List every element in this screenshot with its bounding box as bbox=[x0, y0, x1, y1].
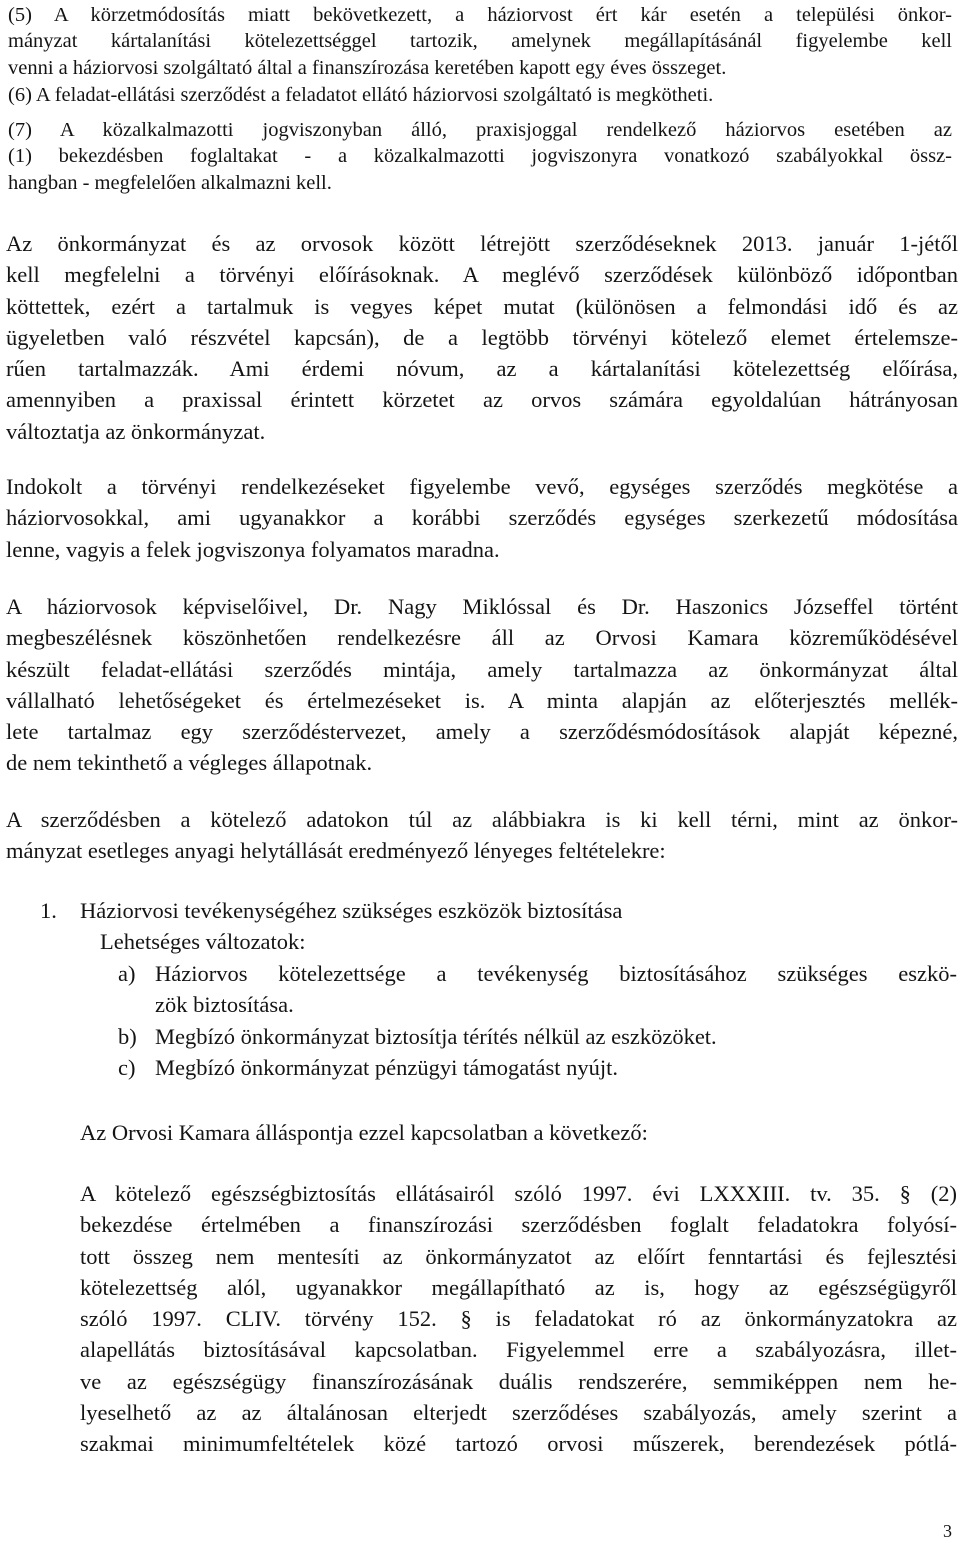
text-line: (7) A közalkalmazotti jogviszonyban álló, praxisjoggal rendelkező háziorvos esetében az bbox=[8, 119, 952, 141]
list-item-title: Háziorvosi tevékenységéhez szükséges eszközök biztosítása bbox=[80, 898, 623, 923]
option-text-b: Megbízó önkormányzat biztosítja térítés nélkül az eszközöket. bbox=[155, 1024, 717, 1049]
text-line: A szerződésben a kötelező adatokon túl az alábbiakra is ki kell térni, mint az önkor- bbox=[6, 807, 958, 832]
text-line: készült feladat-ellátási szerződés mintája, amely tartalmazza az önkormányzat által bbox=[6, 656, 958, 682]
quote-paragraph-5 bbox=[8, 2, 952, 81]
text-line: megbeszélésnek köszönhetően rendelkezésre áll az Orvosi Kamara közreműködésével bbox=[6, 625, 958, 651]
text-line: Az önkormányzat és az orvosok között létrejött szerződéseknek 2013. január 1-jétől bbox=[6, 231, 958, 256]
text-line: hangban - megfelelően alkalmazni kell. bbox=[8, 171, 332, 194]
text-line: lete tartalmaz egy szerződéstervezet, amely a szerződésmódosítások alapját képezné, bbox=[6, 719, 958, 745]
option-label-b: b) bbox=[118, 1024, 137, 1049]
text-line: szakmai minimumfeltételek közé tartozó orvosi műszerek, berendezések pótlá- bbox=[80, 1431, 957, 1457]
text-line: mányzat kártalanítási kötelezettséggel tartozik, amelynek megállapításánál figyelembe kell bbox=[8, 30, 952, 53]
text-line: kell megfelelni a törvényi előírásoknak. A meglévő szerződések különböző időpontban bbox=[6, 262, 958, 288]
options-heading: Lehetséges változatok: bbox=[100, 929, 306, 954]
text-line: tott összeg nem mentesíti az önkormányzatot az előírt fenntartási és fejlesztési bbox=[80, 1243, 957, 1269]
text-line: mányzat esetleges anyagi helytállását eredményező lényeges feltételekre: bbox=[6, 838, 666, 864]
text-line: lenne, vagyis a felek jogviszonya folyamatos maradna. bbox=[6, 536, 500, 562]
text-line: köttettek, ezért a tartalmuk is vegyes képet mutat (különösen a felmondási idő és az bbox=[6, 293, 958, 319]
text-line: A háziorvosok képviselőivel, Dr. Nagy Miklóssal és Dr. Haszonics Józseffel történt bbox=[6, 594, 958, 619]
text-line: Háziorvos kötelezettsége a tevékenység biztosításához szükséges eszkö- bbox=[155, 961, 957, 986]
paragraph-contract-deadline bbox=[6, 228, 958, 447]
text-line: bekezdése értelmében a finanszírozási szerződésben foglalt feladatokra folyósí- bbox=[80, 1212, 957, 1238]
quote-paragraph-7 bbox=[8, 117, 952, 196]
text-line: (6) A feladat-ellátási szerződést a feladatot ellátó háziorvosi szolgáltató is megkötheti. bbox=[8, 84, 714, 106]
paragraph-justification bbox=[6, 471, 958, 565]
text-line: vállalható lehetőségeket és értelmezéseket is. A minta alapján az előterjesztés mellék- bbox=[6, 687, 958, 713]
text-line: (1) bekezdésben foglaltakat - a közalkalmazotti jogviszonyra vonatkozó szabályokkal össz- bbox=[8, 145, 952, 168]
quote-paragraph-6 bbox=[8, 82, 952, 108]
text-line: változtatja az önkormányzat. bbox=[6, 418, 266, 444]
text-line: lyeselhető az az általánosan elterjedt szerződéses szabályozás, amely szerint a bbox=[80, 1400, 957, 1426]
text-line: amennyiben a praxissal érintett körzetet az orvos számára egyoldalúan hátrányosan bbox=[6, 387, 958, 413]
text-line: rűen tartalmazzák. Ami érdemi nóvum, az a kártalanítási kötelezettség előírása, bbox=[6, 356, 958, 382]
chamber-position-intro: Az Orvosi Kamara álláspontja ezzel kapcsolatban a következő: bbox=[80, 1120, 648, 1145]
text-line: háziorvosokkal, ami ugyanakkor a korábbi szerződés egységes szerkezetű módosítása bbox=[6, 505, 958, 531]
text-line: kötelezettség alól, ugyanakkor megállapítható az is, hogy az egészségügyről bbox=[80, 1274, 957, 1300]
text-line: (5) A körzetmódosítás miatt bekövetkezett, a háziorvost ért kár esetén a települési önkor- bbox=[8, 4, 952, 26]
text-line: A kötelező egészségbiztosítás ellátásairól szóló 1997. évi LXXXIII. tv. 35. § (2) bbox=[80, 1181, 957, 1206]
text-line: alapellátás biztosításával kapcsolatban. Figyelemmel erre a szabályozásra, illet- bbox=[80, 1337, 957, 1363]
text-line: ügyeletben való részvétel kapcsán), de a legtöbb törvényi kötelező elemet értelemsze- bbox=[6, 324, 958, 350]
option-text-a bbox=[155, 958, 957, 1021]
text-line: ve az egészségügy finanszírozásának duális rendszerére, semmiképpen nem he- bbox=[80, 1368, 957, 1394]
text-line: de nem tekinthető a végleges állapotnak. bbox=[6, 750, 373, 776]
chamber-position-paragraph bbox=[80, 1178, 957, 1460]
list-item-number: 1. bbox=[40, 898, 57, 923]
text-line: venni a háziorvosi szolgáltató által a finanszírozása keretében kapott egy éves összeget. bbox=[8, 56, 727, 79]
option-text-c: Megbízó önkormányzat pénzügyi támogatást nyújt. bbox=[155, 1055, 619, 1080]
paragraph-chamber-template bbox=[6, 591, 958, 779]
option-label-a: a) bbox=[118, 961, 136, 986]
text-line: szóló 1997. CLIV. törvény 152. § is feladatokat ró az önkormányzatokra az bbox=[80, 1306, 957, 1332]
text-line: zök biztosítása. bbox=[155, 992, 294, 1018]
paragraph-conditions-intro bbox=[6, 804, 958, 867]
text-line: Indokolt a törvényi rendelkezéseket figyelembe vevő, egységes szerződés megkötése a bbox=[6, 474, 958, 499]
page-number: 3 bbox=[943, 1521, 952, 1541]
option-label-c: c) bbox=[118, 1055, 136, 1080]
